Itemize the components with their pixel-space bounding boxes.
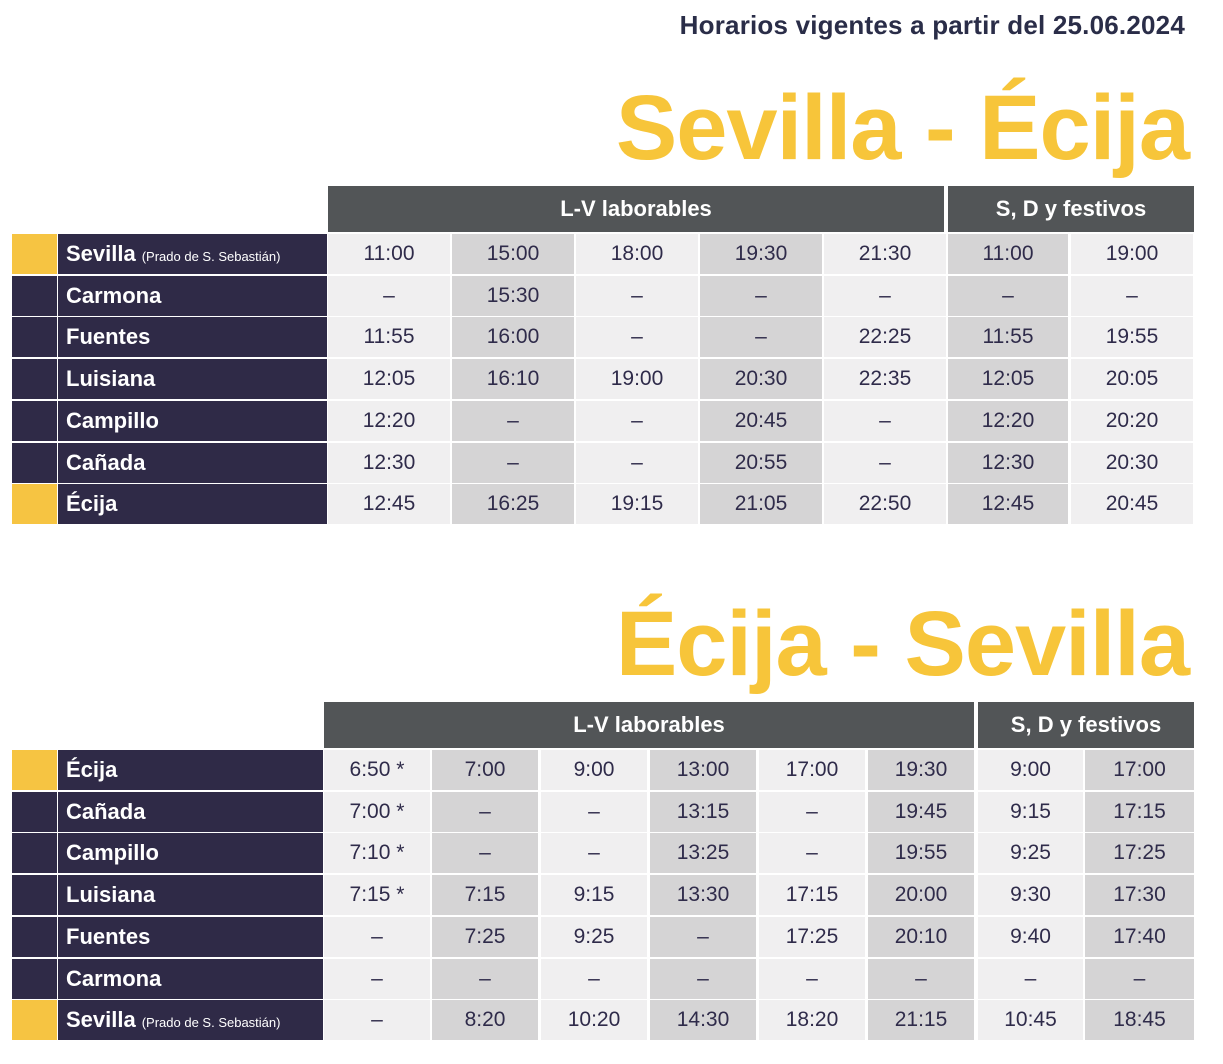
- time-cell: –: [541, 792, 647, 832]
- stop-marker: [12, 833, 57, 873]
- table-row: [12, 276, 1194, 316]
- time-cell: 7:10 *: [324, 833, 430, 873]
- terminus-marker: [12, 234, 57, 274]
- stop-name: Sevilla: [66, 241, 136, 266]
- time-cell: –: [432, 792, 538, 832]
- time-cell: –: [978, 959, 1083, 999]
- stop-name-cell: [58, 792, 323, 832]
- time-cell: 15:30: [452, 276, 574, 316]
- stop-name: Cañada: [66, 449, 146, 475]
- time-cell: 13:00: [650, 750, 756, 790]
- time-cell: 22:50: [824, 484, 946, 524]
- time-cell: 12:20: [948, 401, 1068, 441]
- time-cell: 18:00: [576, 234, 698, 274]
- table-row: [12, 401, 1194, 441]
- time-cell: –: [650, 917, 756, 957]
- time-cell: –: [328, 276, 450, 316]
- time-cell: 21:05: [700, 484, 822, 524]
- time-cell: 13:25: [650, 833, 756, 873]
- time-cell: 18:20: [759, 1000, 865, 1040]
- stop-name: Campillo: [66, 407, 159, 433]
- time-cell: –: [324, 959, 430, 999]
- time-cell: 11:55: [328, 317, 450, 357]
- stop-marker: [12, 276, 57, 316]
- time-cell: 16:25: [452, 484, 574, 524]
- stop-name-cell: [58, 959, 323, 999]
- timetable-sevilla-ecija: [12, 186, 1194, 526]
- time-cell: 16:10: [452, 359, 574, 399]
- time-cell: 20:55: [700, 443, 822, 483]
- stop-marker: [12, 359, 57, 399]
- stop-subname: (Prado de S. Sebastián): [141, 1014, 281, 1030]
- stop-name-cell: [58, 833, 323, 873]
- time-cell: 7:15 *: [324, 875, 430, 915]
- time-cell: –: [432, 833, 538, 873]
- time-cell: 9:00: [978, 750, 1083, 790]
- time-cell: 11:00: [948, 234, 1068, 274]
- time-cell: –: [948, 276, 1068, 316]
- stop-name-cell: [58, 276, 327, 316]
- route-title-sevilla-ecija: Sevilla - Écija: [615, 77, 1189, 179]
- stop-marker: [12, 875, 57, 915]
- time-cell: –: [576, 443, 698, 483]
- stop-name: Sevilla: [66, 1007, 136, 1033]
- time-cell: 9:15: [541, 875, 647, 915]
- stop-name-cell: [58, 401, 327, 441]
- stop-name-cell: [58, 750, 323, 790]
- time-cell: 20:05: [1071, 359, 1193, 399]
- time-cell: 9:25: [541, 917, 647, 957]
- table-row: [12, 359, 1194, 399]
- stop-name-cell: [58, 317, 327, 357]
- time-cell: 20:10: [868, 917, 974, 957]
- stop-name: Écija: [66, 491, 118, 517]
- time-cell: 19:30: [700, 234, 822, 274]
- time-cell: 19:15: [576, 484, 698, 524]
- time-cell: –: [452, 401, 574, 441]
- time-cell: 15:00: [452, 234, 574, 274]
- time-cell: 19:00: [576, 359, 698, 399]
- header-weekdays: L-V laborables: [324, 702, 974, 748]
- time-cell: 10:45: [978, 1000, 1083, 1040]
- time-cell: 7:15: [432, 875, 538, 915]
- time-cell: 9:25: [978, 833, 1083, 873]
- time-cell: –: [759, 959, 865, 999]
- time-cell: –: [576, 401, 698, 441]
- time-cell: –: [576, 276, 698, 316]
- table-row: [12, 917, 1194, 957]
- time-cell: –: [541, 833, 647, 873]
- stop-name: Fuentes: [66, 923, 151, 949]
- time-cell: 22:25: [824, 317, 946, 357]
- time-cell: –: [700, 317, 822, 357]
- time-cell: 13:15: [650, 792, 756, 832]
- stop-name-cell: [58, 917, 323, 957]
- time-cell: 19:55: [868, 833, 974, 873]
- table-row: [12, 317, 1194, 357]
- time-cell: 17:30: [1085, 875, 1194, 915]
- time-cell: 17:15: [759, 875, 865, 915]
- stop-name: Luisiana: [66, 882, 156, 908]
- time-cell: 11:00: [328, 234, 450, 274]
- time-cell: 7:25: [432, 917, 538, 957]
- time-cell: 8:20: [432, 1000, 538, 1040]
- time-cell: –: [759, 792, 865, 832]
- time-cell: –: [576, 317, 698, 357]
- time-cell: 20:30: [1071, 443, 1193, 483]
- stop-name-cell: [58, 1000, 323, 1040]
- terminus-marker: [12, 484, 57, 524]
- time-cell: 20:20: [1071, 401, 1193, 441]
- time-cell: –: [824, 276, 946, 316]
- stop-name: Luisiana: [66, 366, 156, 392]
- time-cell: 9:00: [541, 750, 647, 790]
- time-cell: –: [824, 443, 946, 483]
- stop-marker: [12, 401, 57, 441]
- time-cell: 17:15: [1085, 792, 1194, 832]
- timetable-ecija-sevilla: [12, 702, 1194, 1042]
- stop-name: Cañada: [66, 798, 146, 824]
- time-cell: 9:15: [978, 792, 1083, 832]
- table-row: [12, 959, 1194, 999]
- stop-subname: (Prado de S. Sebastián): [141, 248, 281, 264]
- stop-name: Carmona: [66, 282, 162, 308]
- time-cell: 12:20: [328, 401, 450, 441]
- time-cell: –: [1085, 959, 1194, 999]
- stop-name-cell: [58, 443, 327, 483]
- stop-marker: [12, 317, 57, 357]
- time-cell: 19:45: [868, 792, 974, 832]
- time-cell: 13:30: [650, 875, 756, 915]
- time-cell: –: [541, 959, 647, 999]
- time-cell: –: [824, 401, 946, 441]
- time-cell: –: [759, 833, 865, 873]
- time-cell: 17:40: [1085, 917, 1194, 957]
- table-row: [12, 750, 1194, 790]
- stop-name-cell: [58, 875, 323, 915]
- stop-name-cell: [58, 484, 327, 524]
- time-cell: 7:00: [432, 750, 538, 790]
- stop-marker: [12, 959, 57, 999]
- time-cell: 21:30: [824, 234, 946, 274]
- table-row: [12, 443, 1194, 483]
- time-cell: 20:45: [1071, 484, 1193, 524]
- time-cell: 9:30: [978, 875, 1083, 915]
- table-row: [12, 833, 1194, 873]
- time-cell: 20:30: [700, 359, 822, 399]
- terminus-marker: [12, 1000, 57, 1040]
- time-cell: 10:20: [541, 1000, 647, 1040]
- time-cell: 12:45: [948, 484, 1068, 524]
- time-cell: –: [1071, 276, 1193, 316]
- time-cell: 17:25: [759, 917, 865, 957]
- table-row: [12, 1000, 1194, 1040]
- time-cell: –: [868, 959, 974, 999]
- time-cell: 17:00: [1085, 750, 1194, 790]
- time-cell: 14:30: [650, 1000, 756, 1040]
- time-cell: 20:00: [868, 875, 974, 915]
- time-cell: 19:00: [1071, 234, 1193, 274]
- time-cell: 12:05: [948, 359, 1068, 399]
- stop-name: Écija: [66, 757, 118, 782]
- time-cell: 12:30: [948, 443, 1068, 483]
- validity-note: Horarios vigentes a partir del 25.06.2024: [679, 10, 1185, 40]
- time-cell: 17:25: [1085, 833, 1194, 873]
- table-row: [12, 234, 1194, 274]
- header-weekends-holidays: S, D y festivos: [978, 702, 1194, 748]
- stop-name-cell: [58, 359, 327, 399]
- time-cell: –: [700, 276, 822, 316]
- header-weekends-holidays: S, D y festivos: [948, 186, 1194, 232]
- time-cell: –: [432, 959, 538, 999]
- time-cell: 18:45: [1085, 1000, 1194, 1040]
- route-title-ecija-sevilla: Écija - Sevilla: [615, 593, 1189, 695]
- time-cell: 9:40: [978, 917, 1083, 957]
- time-cell: –: [324, 917, 430, 957]
- time-cell: –: [650, 959, 756, 999]
- time-cell: 19:55: [1071, 317, 1193, 357]
- stop-marker: [12, 917, 57, 957]
- time-cell: 12:05: [328, 359, 450, 399]
- stop-name-cell: [58, 234, 327, 274]
- stop-name: Fuentes: [66, 324, 151, 350]
- time-cell: 12:30: [328, 443, 450, 483]
- header-weekdays: L-V laborables: [328, 186, 944, 232]
- time-cell: 12:45: [328, 484, 450, 524]
- time-cell: –: [324, 1000, 430, 1040]
- stop-marker: [12, 443, 57, 483]
- terminus-marker: [12, 750, 57, 790]
- stop-name: Carmona: [66, 965, 162, 991]
- stop-name: Campillo: [66, 840, 159, 866]
- table-row: [12, 792, 1194, 832]
- time-cell: –: [452, 443, 574, 483]
- time-cell: 6:50 *: [324, 750, 430, 790]
- time-cell: 16:00: [452, 317, 574, 357]
- time-cell: 21:15: [868, 1000, 974, 1040]
- stop-marker: [12, 792, 57, 832]
- time-cell: 20:45: [700, 401, 822, 441]
- time-cell: 22:35: [824, 359, 946, 399]
- table-row: [12, 875, 1194, 915]
- time-cell: 7:00 *: [324, 792, 430, 832]
- time-cell: 11:55: [948, 317, 1068, 357]
- time-cell: 19:30: [868, 750, 974, 790]
- table-row: [12, 484, 1194, 524]
- time-cell: 17:00: [759, 750, 865, 790]
